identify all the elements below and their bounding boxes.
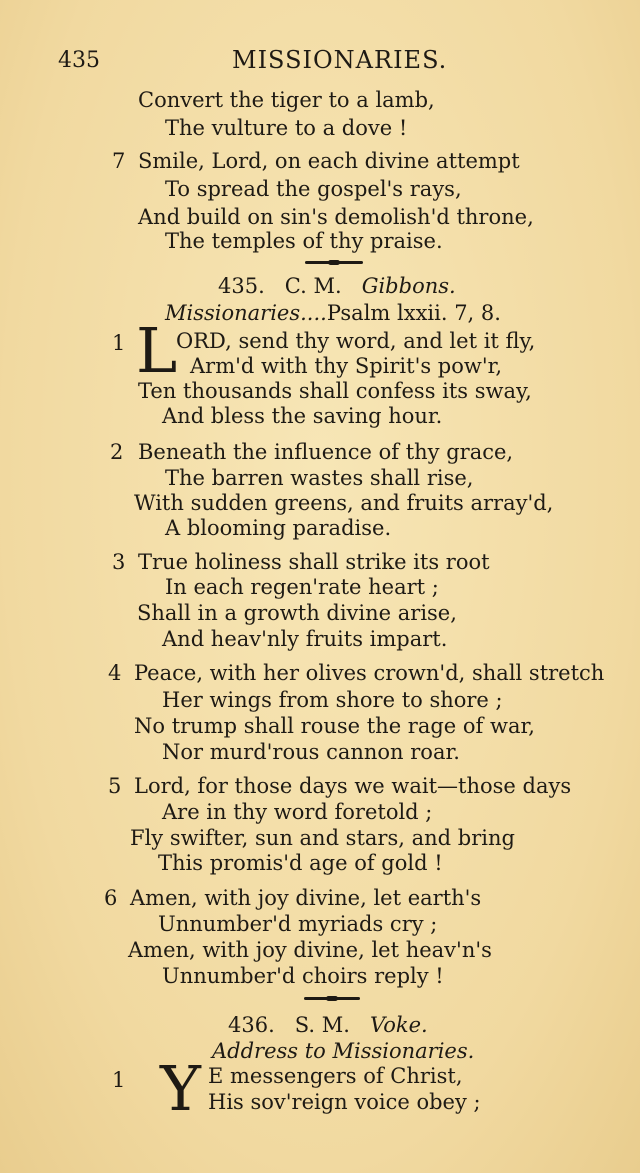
verse-line: Arm'd with thy Spirit's pow'r, (190, 354, 503, 378)
verse-line: ORD, send thy word, and let it fly, (176, 329, 536, 353)
verse-line: Amen, with joy divine, let heav'n's (128, 938, 492, 962)
verse-number: 5 (108, 774, 122, 798)
verse-line: A blooming paradise. (165, 516, 392, 540)
page-number: 435 (58, 48, 100, 73)
verse-line: Unnumber'd myriads cry ; (158, 912, 438, 936)
verse-line: The temples of thy praise. (165, 229, 443, 253)
verse-number: 2 (110, 440, 124, 464)
verse-line: With sudden greens, and fruits array'd, (134, 491, 554, 515)
hymn-author: Gibbons. (361, 274, 456, 298)
verse-line: Her wings from shore to shore ; (162, 688, 503, 712)
verse-line: True holiness shall strike its root (138, 550, 490, 574)
verse-number: 3 (112, 550, 126, 574)
verse-line: Amen, with joy divine, let earth's (130, 886, 482, 910)
verse-line: This promis'd age of gold ! (158, 851, 443, 875)
verse-line: Unnumber'd choirs reply ! (162, 964, 444, 988)
verse-line: No trump shall rouse the rage of war, (134, 714, 535, 738)
verse-line: Smile, Lord, on each divine attempt (138, 149, 520, 173)
verse-line: Lord, for those days we wait—those days (134, 774, 572, 798)
verse-line: Ten thousands shall confess its sway, (138, 379, 532, 403)
scripture-reference: Psalm lxxii. 7, 8. (326, 301, 501, 325)
verse-line: And build on sin's demolish'd throne, (138, 205, 534, 229)
hymn-separator (304, 997, 360, 1000)
verse-line: Peace, with her olives crown'd, shall stretch (134, 661, 605, 685)
verse-line: E messengers of Christ, (208, 1064, 463, 1088)
verse-line: Fly swifter, sun and stars, and bring (130, 826, 515, 850)
verse-number: 1 (112, 1068, 126, 1092)
page-header (0, 44, 640, 78)
drop-cap: Y (160, 1052, 201, 1125)
verse-line: And bless the saving hour. (162, 404, 443, 428)
hymn-number: 435. (218, 274, 265, 298)
hymn-heading (218, 272, 456, 300)
verse-line: Convert the tiger to a lamb, (138, 88, 435, 112)
hymn-separator (305, 261, 363, 264)
verse-line: To spread the gospel's rays, (165, 177, 462, 201)
verse-number: 4 (108, 661, 122, 685)
running-title: MISSIONARIES. (232, 46, 448, 74)
hymn-subject: Address to Missionaries. (212, 1039, 475, 1063)
verse-line: The vulture to a dove ! (165, 116, 408, 140)
verse-line: The barren wastes shall rise, (165, 466, 474, 490)
verse-number: 1 (112, 331, 126, 355)
hymn-meter: C. M. (284, 274, 342, 298)
verse-number: 7 (112, 149, 126, 173)
verse-line: His sov'reign voice obey ; (208, 1090, 481, 1114)
verse-line: And heav'nly fruits impart. (162, 627, 448, 651)
verse-line: Shall in a growth divine arise, (137, 601, 457, 625)
verse-line: In each regen'rate heart ; (165, 575, 439, 599)
verse-line: Nor murd'rous cannon roar. (162, 740, 460, 764)
hymn-subject-line (165, 299, 501, 327)
verse-number: 6 (104, 886, 118, 910)
hymn-meter: S. M. (294, 1013, 350, 1037)
drop-cap: L (136, 314, 178, 387)
hymn-number: 436. (228, 1013, 275, 1037)
hymn-heading (228, 1011, 428, 1039)
verse-line: Beneath the influence of thy grace, (138, 440, 514, 464)
verse-line: Are in thy word foretold ; (162, 800, 433, 824)
hymn-subject: Missionaries.... (165, 301, 327, 325)
hymn-author: Voke. (370, 1013, 428, 1037)
